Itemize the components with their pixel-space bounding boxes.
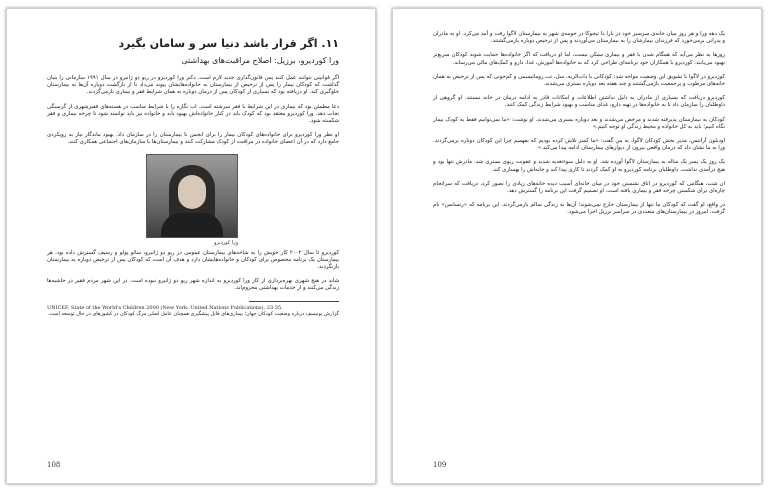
paragraph: روزها به نظر می‌آید که همگام شدن با فقر و بیماری ممکن نیست، اما او دریافت که اگر خانواده‌ها حمایت شوند کودکان سریع‌تر بهبود می‌یابند. کوردیرو با همکاران خود برنامه‌ای طراحی کرد که به خانواده‌ها آموزش، غذا، دارو و کمک‌های مالی می‌رساند.	[433, 52, 725, 66]
paragraph: شاید در هیچ شهری بهره‌برداری از کار ورا کوردیرو به اندازه شهر ریو دو ژانیرو نبوده است. در این شهر مردم فقیر در حاشیه‌ها زندگی می‌کنند و از خدمات بهداشتی محروم‌اند.	[47, 278, 339, 292]
right-page	[392, 8, 762, 484]
paragraph: در واقع، او گفت که کودکان ما تنها از بیمارستان خارج نمی‌شوند؛ آن‌ها به زندگی سالم بازمی‌گردند. این برنامه که «رنسانس» نام گرفت، امروز در بیمارستان‌های متعددی در سراسر برزیل اجرا می‌شود.	[433, 202, 725, 216]
page-number: 109	[433, 461, 447, 469]
paragraph: کوردیرو در لاگوا با تشویق این وضعیت مواجه شد: کودکانی با ذات‌الریه، سل، تب روماتیسمی و کم‌خونی که پس از ترخیص به همان خانه‌های مرطوب و پرجمعیت بازمی‌گشتند و چند هفته بعد دوباره بستری می‌شدند.	[433, 73, 725, 88]
portrait-photo	[146, 154, 238, 238]
footnote-persian: گزارش یونیسف درباره وضعیت کودکان جهان؛ بیماری‌های قابل پیشگیری همچنان عامل اصلی مرگ کودکان در کشورهای در حال توسعه است.	[47, 311, 339, 318]
chapter-subtitle: ورا کوردیرو، برزیل: اصلاح مراقبت‌های بهداشتی	[181, 56, 339, 65]
paragraph: یک دهه ورا و هر روز میان خانه‌ی سرسبز خود در بارا دا تیجوکا در حومه‌ی شهر به بیمارستان لاگوا رفت و آمد می‌کرد. او به مادران و پدرانی برمی‌خورد که فرزندان بیمارشان را به بیمارستان می‌آوردند و پس از ترخیص دوباره بازمی‌گشتند.	[433, 31, 725, 45]
paragraph: دعا مطمئن بود که بیماری در این شرایط با فقر سرشته است. اب نگاره را با شرایط مناسب در هسته‌های فقیرشهری از گرسنگی نجات دهد. ورا کوردیرو معتقد بود که کودک باید در کنار خانواده‌اش بهبود یابد و خانواده نیز باید توانمند شود تا چرخه بیماری و فقر شکسته شود.	[47, 103, 339, 125]
paragraph: اگر قوانینی نتوانند عمل کنند پس قانون‌گذاری جدید لازم است. دکتر ورا کوردیرو در ریو دو ژانیرو در سال ۱۹۹۱ سازمانی را بنیان گذاشت که کودکان بیمار را پس از ترخیص از بیمارستان به خانواده‌هایشان پیوند می‌داد تا از بازگشت دوباره آن‌ها به بیمارستان جلوگیری کند. او دریافته بود که بسیاری از کودکان پس از درمان دوباره به همان شرایط فقر و بیماری بازمی‌گردند.	[47, 75, 339, 96]
right-page-content	[433, 31, 725, 224]
paragraph: اودیلون آرانتس، مدیر بخش کودکان لاگوا، به من گفت: «ما کمتر تلاش کرده بودیم که بفهمیم چرا این کودکان دوباره برمی‌گردند. ورا به ما نشان داد که درمان واقعی بیرون از دیوارهای بیمارستان ادامه پیدا می‌کند.»	[433, 138, 725, 152]
paragraph: کودکان به بیمارستان پذیرفته شدند و مرخص می‌شدند و بعد دوباره بستری می‌شدند. او نوشت: «ما نمی‌توانیم فقط به کودک بیمار نگاه کنیم؛ باید به کل خانواده و محیط زندگی او توجه کنیم.»	[433, 116, 725, 130]
page-number: 108	[47, 461, 61, 469]
footnote-divider	[249, 301, 339, 302]
left-page-content	[47, 31, 339, 317]
paragraph: ان شب، هنگامی که کوردیرو در اتاق نشستن خود در میان خانه‌ای آسیب دیده خانه‌های زیادی را تصور کرد، دریافت که سرانجام چاره‌ای برای شکستن چرخه فقر و بیماری یافته است. او تصمیم گرفت این برنامه را گسترش دهد.	[433, 180, 725, 195]
photo-caption: ورا کوردیرو	[214, 239, 238, 246]
portrait-figure	[148, 154, 238, 246]
paragraph: یک روز یک پسر یک ساله به بیمارستان لاگوا آورده شد. او به دلیل سوءتغذیه شدید و عفونت ریوی بستری شد. مادرش تنها بود و هیچ درآمدی نداشت. داوطلبان برنامه کوردیرو به او کمک کردند تا کاری پیدا کند و خانه‌اش را بهسازی کند.	[433, 159, 725, 173]
paragraph: کوردیرو دریافت که بسیاری از مادران به دلیل نداشتن اطلاعات و امکانات قادر به ادامه درمان در خانه نیستند. او گروهی از داوطلبان را سازمان داد تا به خانواده‌ها در تهیه دارو، غذای مناسب و بهبود شرایط زندگی کمک کنند.	[433, 95, 725, 109]
paragraph: او نظر ورا کوردیرو برای خانواده‌های کودکان بیمار را برای انجمن تا بیمارستان را در سازمان داد. بهبود ماندگار نیاز به رویکردی جامع دارد که در آن اعضای خانواده در مراقبت از کودک مشارکت کنند و بیمارستان‌ها با سازمان‌های اجتماعی همکاری کنند.	[47, 132, 339, 146]
left-page	[6, 8, 376, 484]
chapter-title: ۱۱. اگر قرار باشد دنیا سر و سامان بگیرد	[118, 37, 339, 50]
footnote-english: UNICEF, State of the World's Children 2000 (New York: United Nations Publications), 23-35.	[47, 304, 283, 311]
paragraph: کوردیرو تا سال ۲۰۰۲ کار خویش را به شاخه‌های بیمارستان عمومی در ریو دو ژانیرو، سائو پولو و رسیف گسترش داده بود. هر بیمارستان یک برنامه مخصوص برای کودکان و خانواده‌هایشان دارد و هدف آن است که کودکان پس از ترخیص دوباره به بیمارستان بازنگردند.	[47, 249, 340, 271]
